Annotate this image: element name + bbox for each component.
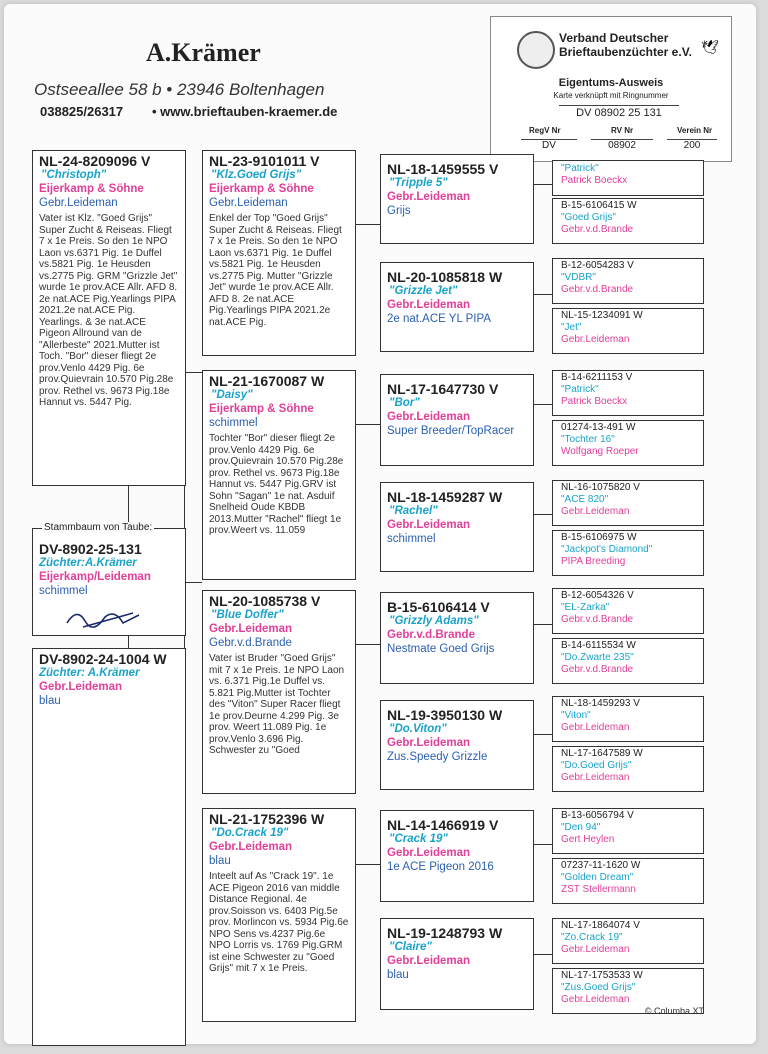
gen3-ring: NL-20-1085818 W bbox=[387, 269, 503, 285]
gen4-name: "Jackpot's Diamond" bbox=[561, 544, 653, 555]
gen2-breeder: Eijerkamp & Söhne bbox=[209, 403, 314, 415]
gen4-breeder: PIPA Breeding bbox=[561, 556, 626, 567]
gen2-description: Vater ist Bruder "Goed Grijs" mit 7 x 1e Preis. 1e NPO Laon vs. 6.371 Pig.1e Duffel vs. 5.821 Pig.Mutter ist Tochter des "Viton" Super Racer fliegt 1e prov.Deurne 4.299 Pig. 3e prov. Weert 11.089 Pig. 1e prov.Venlo 3.696 Pig. Schwester zu "Goed bbox=[209, 653, 345, 756]
gen4-card-8 bbox=[552, 530, 704, 576]
gen4-breeder: Gebr.Leideman bbox=[561, 722, 630, 733]
gen4-ring: B-12-6054283 V bbox=[561, 260, 634, 271]
subject-breeder: Züchter:A.Krämer bbox=[39, 557, 137, 569]
gen4-card-10 bbox=[552, 638, 704, 684]
gen4-card-3 bbox=[552, 258, 704, 304]
subject-color: schimmel bbox=[39, 585, 88, 597]
regv-value: DV bbox=[521, 139, 577, 151]
gen4-name: "VDBR" bbox=[561, 272, 596, 283]
dam-breeder: Züchter: A.Krämer bbox=[39, 667, 140, 679]
sire-strain: Gebr.Leideman bbox=[39, 197, 118, 209]
gen3-strain: Zus.Speedy Grizzle bbox=[387, 751, 488, 763]
pedigree-sheet bbox=[4, 4, 756, 1044]
gen3-ring: NL-18-1459287 W bbox=[387, 489, 503, 505]
gen4-card-4 bbox=[552, 308, 704, 354]
gen4-card-2 bbox=[552, 198, 704, 244]
gen4-ring: B-15-6106415 W bbox=[561, 200, 637, 211]
rv-value: 08902 bbox=[591, 139, 653, 151]
gen2-name: "Daisy" bbox=[211, 389, 253, 401]
gen4-breeder: Gebr.Leideman bbox=[561, 772, 630, 783]
gen3-breeder: Gebr.Leideman bbox=[387, 519, 471, 531]
regv-header: RegV Nr bbox=[529, 126, 561, 135]
gen3-name: "Grizzly Adams" bbox=[389, 615, 479, 627]
association-name-1: Verband Deutscher bbox=[559, 31, 669, 45]
gen2-strain: Gebr.v.d.Brande bbox=[209, 637, 292, 649]
gen3-strain: Nestmate Goed Grijs bbox=[387, 643, 495, 655]
gen4-breeder: Gebr.Leideman bbox=[561, 334, 630, 345]
gen4-breeder: Wolfgang Roeper bbox=[561, 446, 639, 457]
gen2-ring: NL-20-1085738 V bbox=[209, 593, 321, 609]
gen4-ring: B-14-6115534 W bbox=[561, 640, 636, 651]
gen3-breeder: Gebr.Leideman bbox=[387, 737, 471, 749]
gen3-ring: NL-14-1466919 V bbox=[387, 817, 499, 833]
gen2-card-2 bbox=[202, 370, 356, 580]
gen4-name: "Goed Grijs" bbox=[561, 212, 616, 223]
gen3-strain: schimmel bbox=[387, 533, 436, 545]
sire-name: "Christoph" bbox=[41, 169, 107, 181]
gen4-name: "Patrick" bbox=[561, 384, 599, 395]
subject-card bbox=[32, 528, 186, 636]
gen4-card-13 bbox=[552, 808, 704, 854]
sire-description: Vater ist Klz. "Goed Grijs" Super Zucht & Reiseas. Fliegt 7 x 1e Preis. So den 1e NPO Laon vs.6371 Pig. 1e Duffel vs.5821 Pig. 1e Heusden vs.2775 Pig. GRM "Grizzle Jet" wurde 1e prov.ACE Allr. AFD 8. 2e nat.ACE Pig.Yearlings PIPA 2021.2e nat.ACE Pig. Yearlings. & 3e nat.ACE Pigeon Allround van de "Allerbeste" 2021.Mutter ist Toch. "Bor" dieser fliegt 2e prov.Venlo 4429 Pig. 6e prov.Quievrain 10.570 Pig.28e prov. Rethel vs. 9673 Pig.18e Hannut vs. 5447 Pig. bbox=[39, 213, 178, 408]
verein-value: 200 bbox=[667, 139, 717, 151]
gen2-breeder: Eijerkamp & Söhne bbox=[209, 183, 314, 195]
gen4-ring: NL-17-1647589 W bbox=[561, 748, 643, 759]
gen3-breeder: Gebr.Leideman bbox=[387, 411, 471, 423]
gen4-name: "EL-Zarka" bbox=[561, 602, 610, 613]
gen3-ring: NL-19-1248793 W bbox=[387, 925, 503, 941]
card-subtitle: Karte verknüpft mit Ringnummer bbox=[553, 91, 669, 100]
association-name-2: Brieftaubenzüchter e.V. bbox=[559, 45, 692, 59]
gen4-breeder: Gebr.Leideman bbox=[561, 944, 630, 955]
gen3-name: "Crack 19" bbox=[389, 833, 448, 845]
gen3-name: "Claire" bbox=[389, 941, 432, 953]
gen4-card-6 bbox=[552, 420, 704, 466]
gen4-card-1 bbox=[552, 160, 704, 196]
gen2-name: "Do.Crack 19" bbox=[211, 827, 289, 839]
subject-strain: Eijerkamp/Leideman bbox=[39, 571, 151, 583]
gen2-ring: NL-21-1670087 W bbox=[209, 373, 325, 389]
gen4-breeder: Gebr.v.d.Brande bbox=[561, 224, 634, 235]
gen4-name: "Jet" bbox=[561, 322, 582, 333]
gen4-name: "Tochter 16" bbox=[561, 434, 615, 445]
sire-card bbox=[32, 150, 186, 486]
gen4-breeder: Gebr.v.d.Brande bbox=[561, 664, 634, 675]
gen2-strain: schimmel bbox=[209, 417, 258, 429]
breeder-website: • www.brieftauben-kraemer.de bbox=[152, 104, 338, 119]
gen3-card-1 bbox=[380, 154, 534, 244]
gen4-card-15 bbox=[552, 918, 704, 964]
dam-card bbox=[32, 648, 186, 1046]
gen3-breeder: Gebr.Leideman bbox=[387, 847, 471, 859]
gen4-ring: NL-17-1753533 W bbox=[561, 970, 643, 981]
verein-header: Verein Nr bbox=[677, 126, 713, 135]
gen3-ring: NL-17-1647730 V bbox=[387, 381, 499, 397]
gen4-name: "Golden Dream" bbox=[561, 872, 634, 883]
gen4-breeder: Patrick Boeckx bbox=[561, 175, 628, 186]
gen3-card-4 bbox=[380, 482, 534, 572]
gen2-description: Inteelt auf As "Crack 19". 1e ACE Pigeon 2016 van middle Distance Regional. 4e prov.Soisson vs. 6403 Pig.5e prov. Morlincon vs. 5934 Pig.6e NPO Sens vs.4237 Pig.6e NPO Lorris vs. 1769 Pig.GRM ist eine Schwester zu "Goed Grijs" mit 7 x 1e Preis. bbox=[209, 871, 349, 974]
subject-ring: DV-8902-25-131 bbox=[39, 541, 142, 557]
dam-ring: DV-8902-24-1004 W bbox=[39, 651, 167, 667]
gen2-strain: blau bbox=[209, 855, 231, 867]
gen4-ring: NL-17-1864074 V bbox=[561, 920, 640, 931]
gen3-strain: Grijs bbox=[387, 205, 411, 217]
gen3-ring: NL-19-3950130 W bbox=[387, 707, 503, 723]
gen4-name: "Do.Goed Grijs" bbox=[561, 760, 632, 771]
breeder-name: A.Krämer bbox=[146, 38, 261, 67]
gen3-strain: 1e ACE Pigeon 2016 bbox=[387, 861, 494, 873]
gen3-breeder: Gebr.v.d.Brande bbox=[387, 629, 475, 641]
gen3-ring: B-15-6106414 V bbox=[387, 599, 490, 615]
gen2-card-4 bbox=[202, 808, 356, 1022]
gen2-breeder: Gebr.Leideman bbox=[209, 841, 293, 853]
gen2-breeder: Gebr.Leideman bbox=[209, 623, 293, 635]
gen4-name: "ACE 820" bbox=[561, 494, 609, 505]
sire-breeder: Eijerkamp & Söhne bbox=[39, 183, 144, 195]
gen4-card-11 bbox=[552, 696, 704, 742]
dam-strain: Gebr.Leideman bbox=[39, 681, 123, 693]
gen2-card-3 bbox=[202, 590, 356, 794]
gen4-ring: NL-15-1234091 W bbox=[561, 310, 643, 321]
sire-ring: NL-24-8209096 V bbox=[39, 153, 151, 169]
gen4-name: "Patrick" bbox=[561, 163, 599, 174]
gen3-card-8 bbox=[380, 918, 534, 1010]
gen3-card-7 bbox=[380, 810, 534, 902]
gen3-name: "Bor" bbox=[389, 397, 420, 409]
gen4-card-9 bbox=[552, 588, 704, 634]
ownership-card bbox=[490, 16, 732, 162]
gen3-breeder: Gebr.Leideman bbox=[387, 299, 471, 311]
gen4-name: "Den 94" bbox=[561, 822, 601, 833]
gen4-breeder: Patrick Boeckx bbox=[561, 396, 628, 407]
gen4-card-14 bbox=[552, 858, 704, 904]
gen3-breeder: Gebr.Leideman bbox=[387, 191, 471, 203]
gen4-card-7 bbox=[552, 480, 704, 526]
gen4-breeder: Gebr.Leideman bbox=[561, 506, 630, 517]
gen2-name: "Klz.Goed Grijs" bbox=[211, 169, 302, 181]
rv-header: RV Nr bbox=[611, 126, 634, 135]
gen3-card-5 bbox=[380, 592, 534, 684]
gen2-card-1 bbox=[202, 150, 356, 356]
gen3-ring: NL-18-1459555 V bbox=[387, 161, 499, 177]
gen2-description: Enkel der Top "Goed Grijs" Super Zucht & Reiseas. Fliegt 7 x 1e Preis. So den 1e NPO Laon vs.6371 Pig. 1e Duffel vs.5821 Pig. 1e Heusden vs.2775 Pig. Mutter "Grizzle Jet" wurde 1e prov.ACE Allr. AFD 8. 2e nat.ACE Pig.Yearlings PIPA 2021.2e nat.ACE Pig. bbox=[209, 213, 342, 328]
gen2-ring: NL-21-1752396 W bbox=[209, 811, 325, 827]
gen3-strain: 2e nat.ACE YL PIPA bbox=[387, 313, 491, 325]
gen3-name: "Rachel" bbox=[389, 505, 438, 517]
gen3-card-6 bbox=[380, 700, 534, 790]
gen4-ring: NL-18-1459293 V bbox=[561, 698, 640, 709]
gen2-ring: NL-23-9101011 V bbox=[209, 153, 320, 169]
gen4-name: "Zus.Goed Grijs" bbox=[561, 982, 636, 993]
pigeon-icon: 🕊 bbox=[701, 39, 719, 55]
gen4-breeder: Gebr.v.d.Brande bbox=[561, 284, 634, 295]
gen2-strain: Gebr.Leideman bbox=[209, 197, 288, 209]
gen4-name: "Viton" bbox=[561, 710, 591, 721]
card-ring-number: DV 08902 25 131 bbox=[559, 105, 679, 119]
gen4-breeder: ZST Stellermann bbox=[561, 884, 636, 895]
gen2-name: "Blue Doffer" bbox=[211, 609, 284, 621]
gen4-ring: NL-16-1075820 V bbox=[561, 482, 640, 493]
gen3-card-3 bbox=[380, 374, 534, 466]
gen2-description: Tochter "Bor" dieser fliegt 2e prov.Venlo 4429 Pig. 6e prov.Quievrain 10.570 Pig.28e prov. Rethel vs. 9673 Pig.18e Hannut vs. 5447 Pig.GRV ist Sohn "Sagan" 1e nat. Asduif Snelheid Oude KBDB 2013.Mutter "Rachel" fliegt 1e prov.Weert vs. 11.059 bbox=[209, 433, 344, 536]
gen4-name: "Do.Zwarte 235" bbox=[561, 652, 634, 663]
subject-label: Stammbaum von Taube: bbox=[44, 522, 153, 533]
gen4-ring: 01274-13-491 W bbox=[561, 422, 636, 433]
gen4-breeder: Gebr.v.d.Brande bbox=[561, 614, 634, 625]
association-logo-icon bbox=[517, 31, 555, 69]
breeder-phone: 038825/26317 bbox=[40, 104, 124, 119]
gen4-ring: B-13-6056794 V bbox=[561, 810, 634, 821]
gen4-ring: B-12-6054326 V bbox=[561, 590, 634, 601]
gen3-breeder: Gebr.Leideman bbox=[387, 955, 471, 967]
copyright-note: © Columba XT bbox=[644, 1006, 704, 1016]
signature-icon bbox=[63, 605, 163, 631]
breeder-address: Ostseeallee 58 b • 23946 Boltenhagen bbox=[34, 80, 325, 99]
gen3-name: "Do.Viton" bbox=[389, 723, 447, 735]
gen3-strain: blau bbox=[387, 969, 409, 981]
gen4-name: "Zo.Crack 19" bbox=[561, 932, 623, 943]
gen3-name: "Grizzle Jet" bbox=[389, 285, 458, 297]
gen4-breeder: Gebr.Leideman bbox=[561, 994, 630, 1005]
gen4-card-12 bbox=[552, 746, 704, 792]
dam-color: blau bbox=[39, 695, 61, 707]
gen3-name: "Tripple 5" bbox=[389, 177, 448, 189]
gen4-ring: B-15-6106975 W bbox=[561, 532, 637, 543]
card-title: Eigentums-Ausweis bbox=[558, 77, 664, 89]
gen4-ring: B-14-6211153 V bbox=[561, 372, 633, 383]
gen3-strain: Super Breeder/TopRacer bbox=[387, 425, 515, 437]
gen4-card-5 bbox=[552, 370, 704, 416]
gen4-breeder: Gert Heylen bbox=[561, 834, 615, 845]
gen3-card-2 bbox=[380, 262, 534, 352]
gen4-ring: 07237-11-1620 W bbox=[561, 860, 641, 871]
